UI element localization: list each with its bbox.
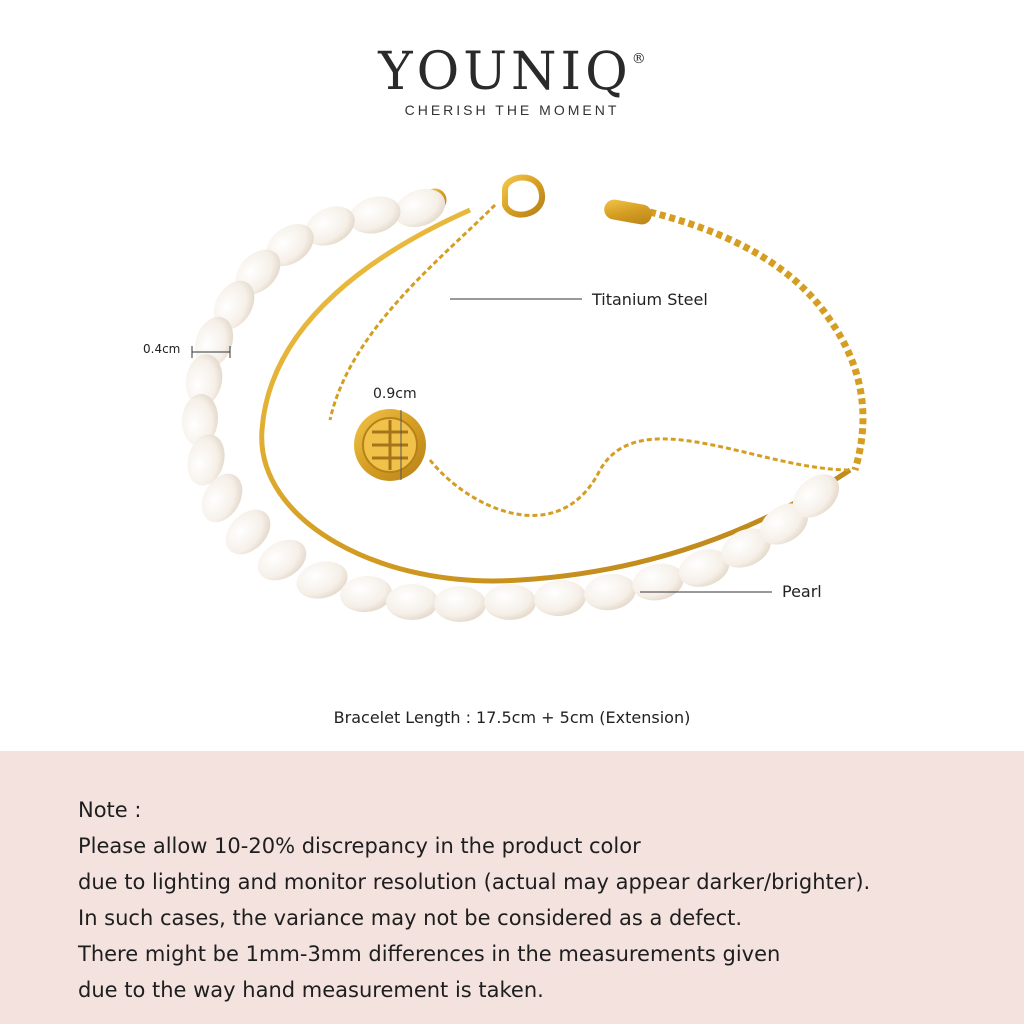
- note-panel: [0, 751, 1024, 1024]
- round-charm: [354, 409, 426, 481]
- brand-tagline: CHERISH THE MOMENT: [404, 102, 620, 118]
- note-line: In such cases, the variance may not be considered as a defect.: [78, 906, 743, 930]
- lobster-clasp: [505, 178, 542, 215]
- note-title: Note :: [78, 798, 142, 822]
- brand-tag-charm: [603, 198, 654, 226]
- note-line: due to the way hand measurement is taken.: [78, 978, 544, 1002]
- pearl-size-label: 0.4cm: [143, 342, 181, 356]
- note-line: There might be 1mm-3mm differences in the measurements given: [78, 942, 781, 966]
- bracelet-length: Bracelet Length : 17.5cm + 5cm (Extension): [333, 708, 691, 727]
- note-text: [78, 792, 870, 1008]
- extension-chain: [650, 212, 863, 470]
- pearl-label: Pearl: [782, 582, 822, 601]
- note-line: due to lighting and monitor resolution (actual may appear darker/brighter).: [78, 870, 871, 894]
- brand-logo: YOUNIQ®: [378, 42, 646, 102]
- charm-size-label: 0.9cm: [373, 386, 417, 402]
- note-line: Please allow 10-20% discrepancy in the product color: [78, 834, 641, 858]
- titanium-steel-label: Titanium Steel: [592, 290, 708, 309]
